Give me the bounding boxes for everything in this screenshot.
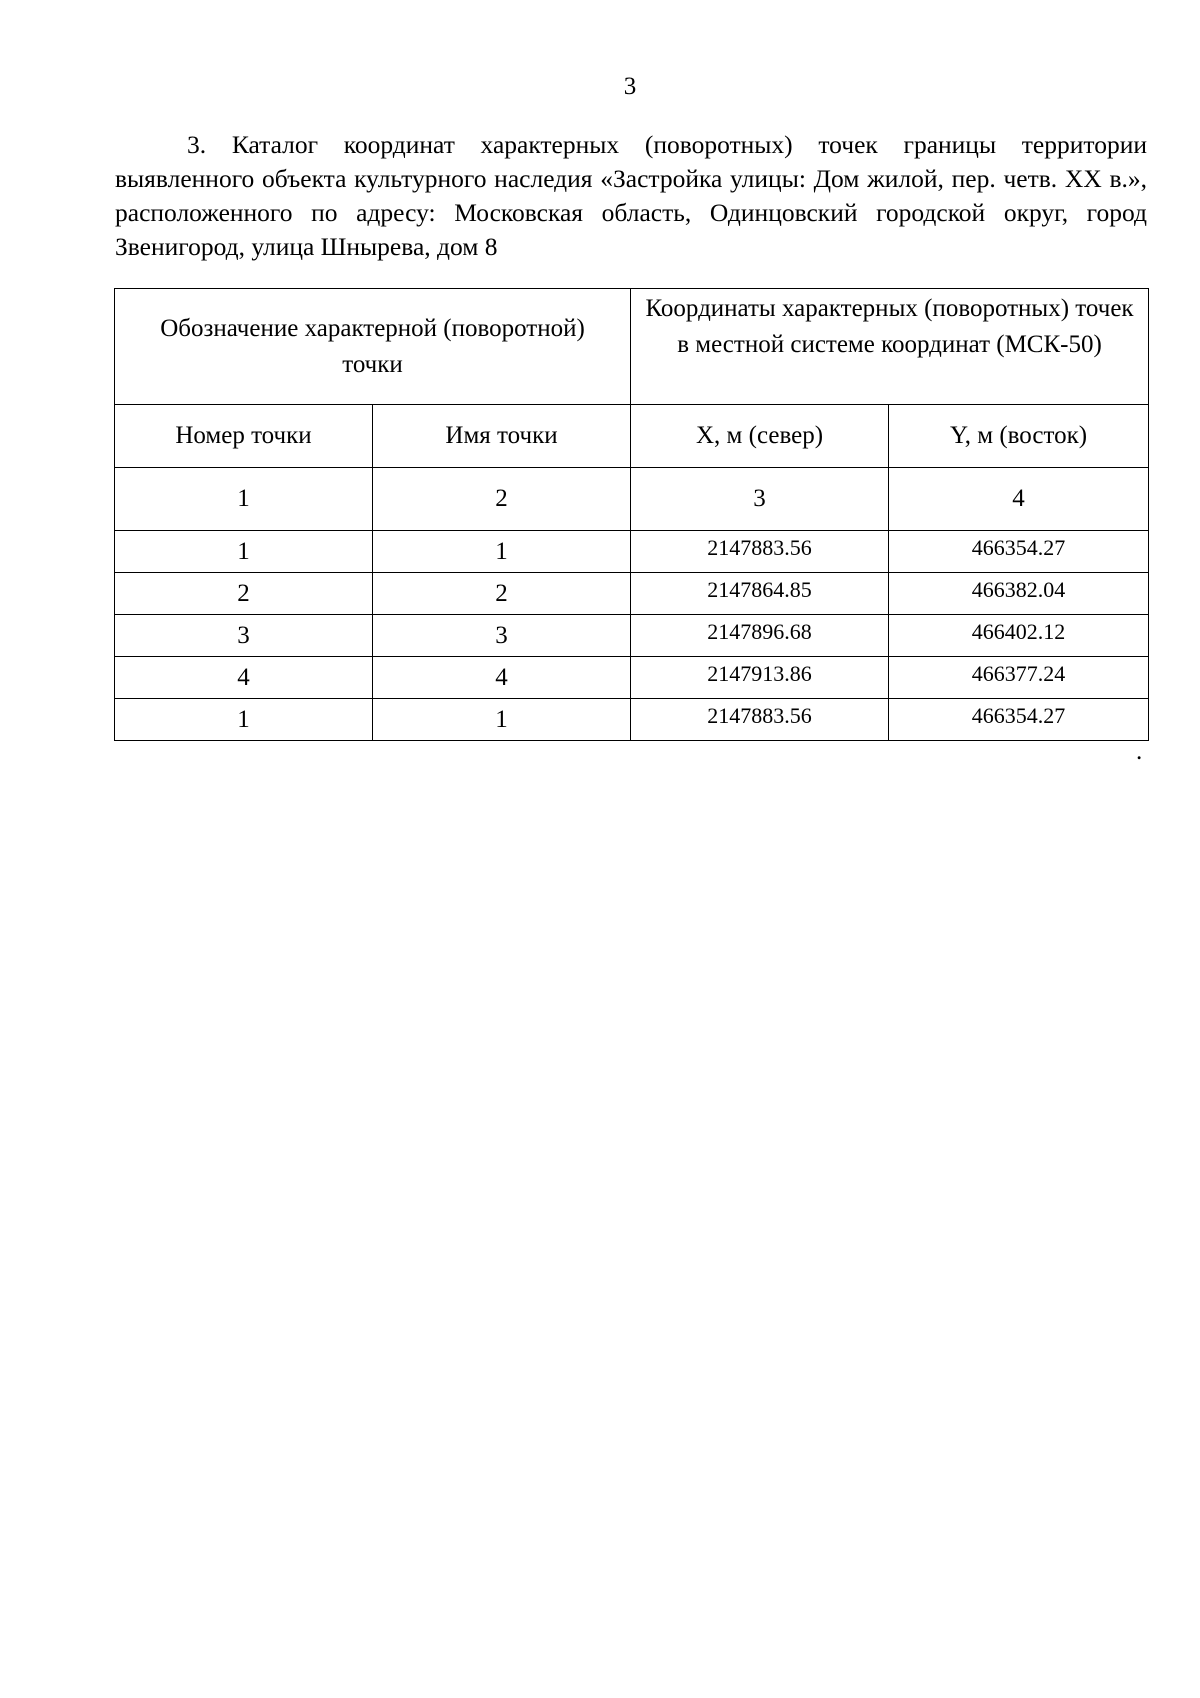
column-number: 3 [631,468,889,531]
x-coordinate-cell: 2147883.56 [631,699,889,741]
y-coordinate-cell: 466354.27 [889,531,1149,573]
point-name-cell: 1 [373,699,631,741]
y-coordinate-cell: 466377.24 [889,657,1149,699]
point-number-cell: 3 [115,615,373,657]
point-number-cell: 1 [115,699,373,741]
table-row [115,573,1149,615]
column-number-row [115,468,1149,531]
column-number: 4 [889,468,1149,531]
x-coordinate-cell: 2147896.68 [631,615,889,657]
coordinates-header: Координаты характерных (поворотных) точек в местной системе координат (МСК-50) [631,289,1149,405]
coordinates-table [114,288,1149,741]
column-header-point-name: Имя точки [373,405,631,468]
x-coordinate-cell: 2147883.56 [631,531,889,573]
point-name-cell: 1 [373,531,631,573]
y-coordinate-cell: 466382.04 [889,573,1149,615]
point-number-cell: 1 [115,531,373,573]
catalog-heading-paragraph: 3. Каталог координат характерных (поворотных) точек границы территории выявленного объекта культурного наследия «Застройка улицы: Дом жилой, пер. четв. XX в.», расположенного по адресу: Московская область, Одинцовский городской округ, город Звенигород, улица Шнырева, дом 8 [115,130,1147,261]
point-designation-header: Обозначение характерной (поворотной) точки [115,289,631,405]
y-coordinate-cell: 466354.27 [889,699,1149,741]
x-coordinate-cell: 2147913.86 [631,657,889,699]
table-row [115,531,1149,573]
column-number: 2 [373,468,631,531]
page-number: 3 [623,73,637,100]
column-number: 1 [115,468,373,531]
y-coordinate-cell: 466402.12 [889,615,1149,657]
point-name-cell: 4 [373,657,631,699]
table-row [115,657,1149,699]
x-coordinate-cell: 2147864.85 [631,573,889,615]
point-number-cell: 2 [115,573,373,615]
trailing-period: . [1136,738,1143,765]
column-header-point-number: Номер точки [115,405,373,468]
column-header-row [115,405,1149,468]
column-header-x: X, м (север) [631,405,889,468]
column-header-y: Y, м (восток) [889,405,1149,468]
point-name-cell: 2 [373,573,631,615]
table-header-row [115,289,1149,405]
point-name-cell: 3 [373,615,631,657]
table-row [115,615,1149,657]
point-number-cell: 4 [115,657,373,699]
table-row [115,699,1149,741]
